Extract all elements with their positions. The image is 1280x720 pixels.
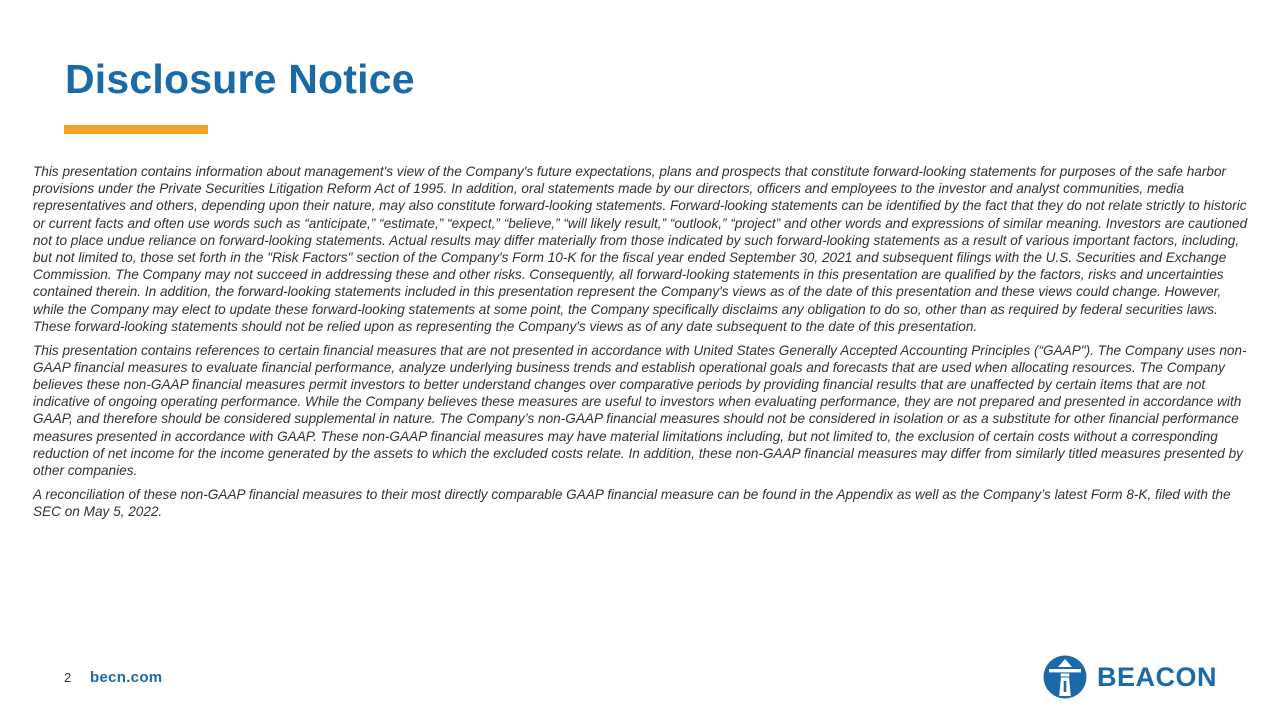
non-gaap-paragraph: This presentation contains references to certain financial measures that are not presented in accordance with United States Generally Accepted Accounting Principles (“GAAP"). The Company uses non-GAAP financial measures to evaluate financial performance, analyze underlying business trends and establish operational goals and forecasts that are used when allocating resources. The Company believes these non-GAAP financial measures permit investors to better understand changes over comparative periods by providing financial results that are unaffected by certain items that are not indicative of ongoing operating performance. While the Company believes these measures are useful to investors when evaluating performance, they are not prepared and presented in accordance with GAAP, and therefore should be considered supplemental in nature. The Company’s non-GAAP financial measures should not be considered in isolation or as a substitute for other financial performance measures presented in accordance with GAAP. These non-GAAP financial measures may have material limitations including, but not limited to, the exclusion of certain costs without a corresponding reduction of net income for the income generated by the assets to which the excluded costs relate. In addition, these non-GAAP financial measures may differ from similarly titled measures presented by other companies. [33, 342, 1247, 478]
forward-looking-paragraph: This presentation contains information about management's view of the Company's future expectations, plans and prospects that constitute forward-looking statements for purposes of the safe harbor provisions under the Private Securities Litigation Reform Act of 1995. In addition, oral statements made by our directors, officers and employees to the investor and analyst communities, media representatives and others, depending upon their nature, may also constitute forward-looking statements. Forward-looking statements can be identified by the fact that they do not relate strictly to historic or current facts and often use words such as “anticipate,” “estimate,” “expect,” “believe,” “will likely result,” “outlook,” “project” and other words and expressions of similar meaning. Investors are cautioned not to place undue reliance on forward-looking statements. Actual results may differ materially from those indicated by such forward-looking statements as a result of various important factors, including, but not limited to, those set forth in the "Risk Factors" section of the Company's Form 10-K for the fiscal year ended September 30, 2021 and subsequent filings with the U.S. Securities and Exchange Commission. The Company may not succeed in addressing these and other risks. Consequently, all forward-looking statements in this presentation are qualified by the factors, risks and uncertainties contained therein. In addition, the forward-looking statements included in this presentation represent the Company's views as of the date of this presentation and these views could change. However, while the Company may elect to update these forward-looking statements at some point, the Company specifically disclaims any obligation to do so, other than as required by federal securities laws. These forward-looking statements should not be relied upon as representing the Company's views as of any date subsequent to the date of this presentation. [33, 164, 1248, 334]
disclosure-body [33, 163, 1249, 527]
page-number: 2 [64, 670, 72, 685]
logo-wordmark: BEACON [1097, 661, 1218, 692]
reconciliation-paragraph: A reconciliation of these non-GAAP financial measures to their most directly comparable GAAP financial measure can be found in the Appendix as well as the Company’s latest Form 8-K, filed with the SEC on May 5, 2022. [33, 486, 1231, 519]
title-accent-bar [64, 125, 208, 134]
beacon-logo [1043, 654, 1217, 700]
beacon-lighthouse-icon [1043, 655, 1087, 699]
footer-url: becn.com [90, 669, 163, 686]
slide-title: Disclosure Notice [65, 56, 415, 102]
